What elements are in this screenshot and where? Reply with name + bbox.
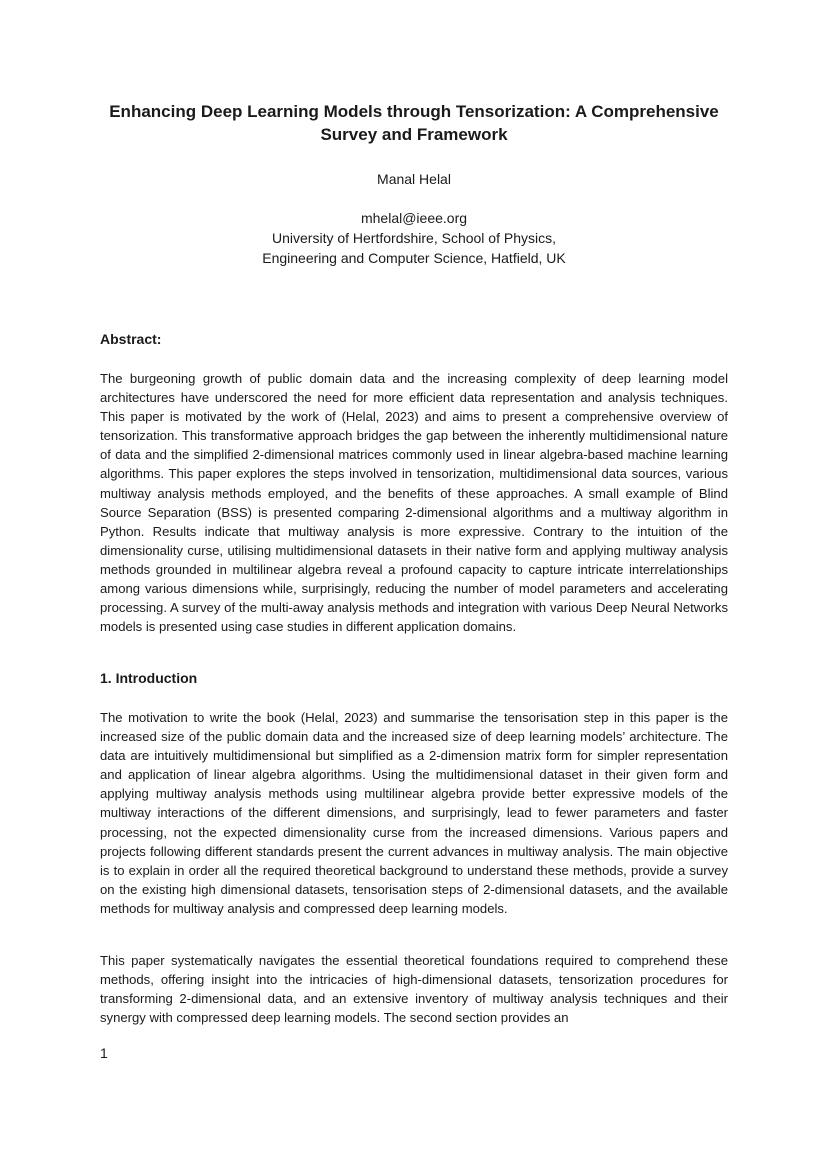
abstract-body: The burgeoning growth of public domain data and the increasing complexity of deep learning model architectures have underscored the need for more efficient data representation and analysis techniques. This paper is motivated by the work of (Helal, 2023) and aims to present a comprehensive overview of tensorization. This transformative approach bridges the gap between the inherently multidimensional nature of data and the simplified 2-dimensional matrices commonly used in linear algebra-based machine learning algorithms. This paper explores the steps involved in tensorization, multidimensional data sources, various multiway analysis methods employed, and the benefits of these approaches. A small example of Blind Source Separation (BSS) is presented comparing 2-dimensional algorithms and a multiway algorithm in Python. Results indicate that multiway analysis is more expressive. Contrary to the intuition of the dimensionality curse, utilising multidimensional datasets in their native form and applying multiway analysis methods grounded in multilinear algebra reveal a profound capacity to capture intricate interrelationships among various dimensions while, surprisingly, reducing the number of model parameters and accelerating processing. A survey of the multi-away analysis methods and integration with various Deep Neural Networks models is presented using case studies in different application domains.	[100, 371, 728, 635]
author-email: mhelal@ieee.org	[360, 210, 468, 226]
introduction-paragraph-1: The motivation to write the book (Helal, 2023) and summarise the tensorisation step in this paper is the increased size of the public domain data and the increased size of deep learning models’ architecture. The data are intuitively multidimensional but simplified as a 2-dimension matrix form for simpler representation and application of linear algebra algorithms. Using the multidimensional dataset in their given form and applying multiway analysis methods using multilinear algebra provide better expressive models of the multiway interactions of the different dimensions, and surprisingly, lead to fewer parameters and faster processing, not the expected dimensionality curse from the increased dimensions. Various papers and projects following different standards present the current advances in multiway analysis. The main objective is to explain in order all the required theoretical background to understand these methods, provide a survey on the existing high dimensional datasets, tensorisation steps of 2-dimensional datasets, and the available methods for multiway analysis and compressed deep learning models.	[100, 710, 728, 916]
affiliation-line-1: University of Hertfordshire, School of Physics,	[272, 230, 556, 246]
page-number: 1	[100, 1045, 108, 1061]
author-affiliation	[100, 208, 728, 268]
introduction-heading: 1. Introduction	[100, 670, 198, 686]
author-name: Manal Helal	[377, 171, 451, 187]
abstract-heading: Abstract:	[100, 331, 162, 347]
affiliation-line-2: Engineering and Computer Science, Hatfield, UK	[262, 250, 566, 266]
introduction-paragraph-2: This paper systematically navigates the essential theoretical foundations required to comprehend these methods, offering insight into the intricacies of high-dimensional datasets, tensorization procedures for transforming 2-dimensional data, and an extensive inventory of multiway analysis techniques and their synergy with compressed deep learning models. The second section provides an	[100, 953, 728, 1026]
paper-title: Enhancing Deep Learning Models through Tensorization: A Comprehensive Survey and Framework	[109, 102, 719, 144]
